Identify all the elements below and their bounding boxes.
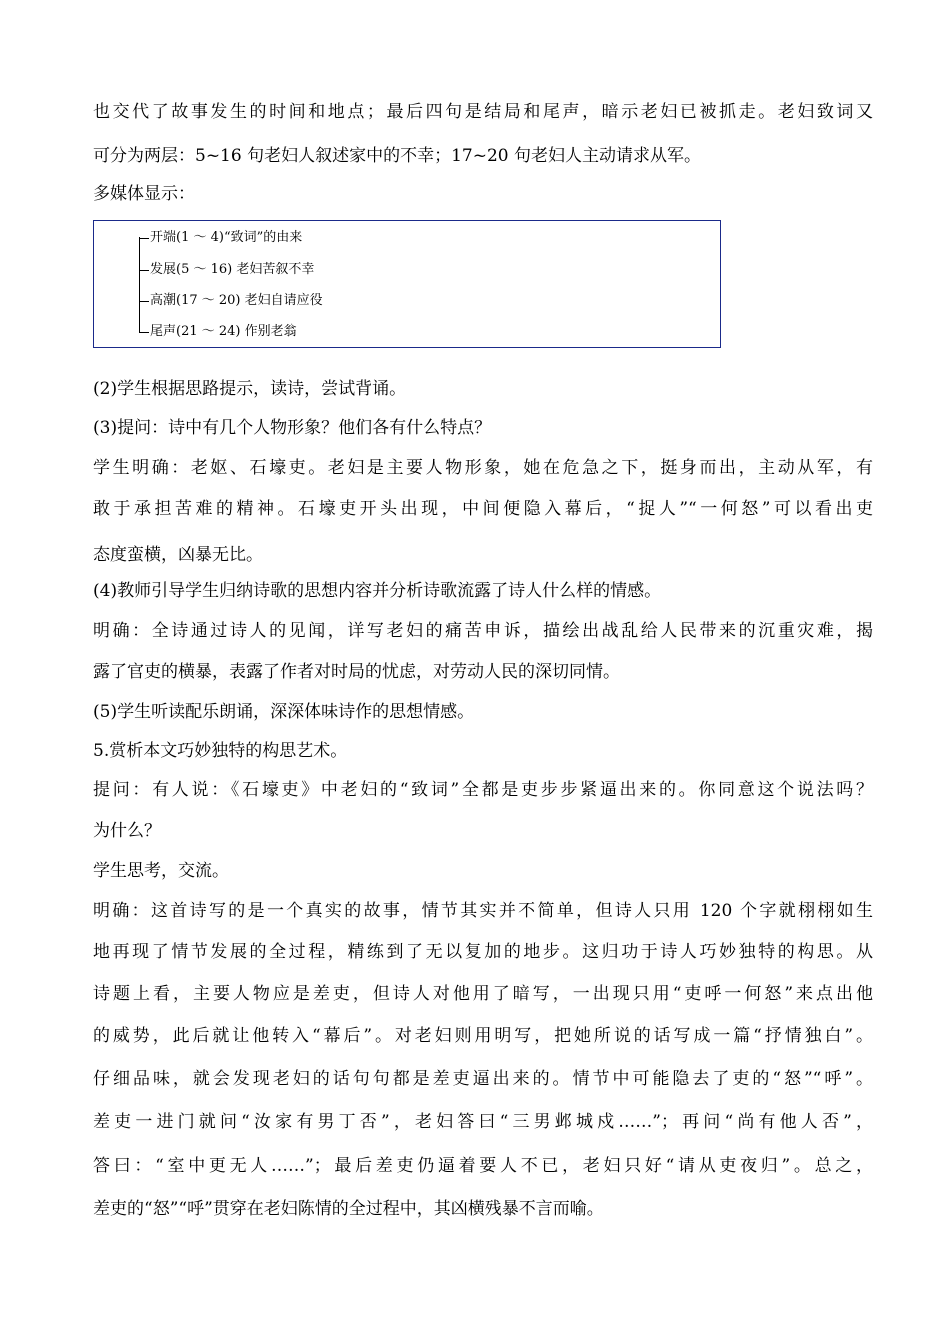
section-heading: 5.赏析本文巧妙独特的构思艺术。 (93, 741, 348, 761)
diagram-node-climax: 高潮(17 ～ 20) 老妇自请应役 (150, 293, 323, 308)
tree-trunk (139, 237, 140, 333)
paragraph-line: (3)提问：诗中有几个人物形象？他们各有什么特点？ (93, 418, 492, 438)
paragraph-line: 也交代了故事发生的时间和地点；最后四句是结局和尾声，暗示老妇已被抓走。老妇致词又 (93, 102, 873, 122)
diagram-node-ending: 尾声(21 ～ 24) 作别老翁 (150, 324, 297, 339)
paragraph-line: 差吏的“怒”“呼”贯穿在老妇陈情的全过程中，其凶横残暴不言而喻。 (93, 1199, 604, 1219)
paragraph-line: 提问：有人说：《石壕吏》中老妇的“致词”全都是吏步步紧逼出来的。你同意这个说法吗？ (93, 780, 873, 800)
multimedia-label: 多媒体显示： (93, 184, 195, 204)
paragraph-line: 露了官吏的横暴，表露了作者对时局的忧虑，对劳动人民的深切同情。 (93, 662, 620, 682)
diagram-dashed-edge (720, 221, 721, 347)
paragraph-line: 态度蛮横，凶暴无比。 (93, 545, 263, 565)
paragraph-line: 差吏一进门就问“汝家有男丁否”，老妇答曰“三男邺城戍……”；再问“尚有他人否”， (93, 1112, 873, 1132)
structure-diagram (93, 220, 721, 348)
paragraph-line: 为什么？ (93, 821, 161, 841)
paragraph-line: 明确：全诗通过诗人的见闻，详写老妇的痛苦申诉，描绘出战乱给人民带来的沉重灾难，揭 (93, 621, 873, 641)
tree-branch (139, 301, 149, 302)
paragraph-line: 明确：这首诗写的是一个真实的故事，情节其实并不简单，但诗人只用 120 个字就栩栩如生 (93, 901, 873, 921)
paragraph-line: 仔细品味，就会发现老妇的话句句都是差吏逼出来的。情节中可能隐去了吏的“怒”“呼”。 (93, 1069, 873, 1089)
paragraph-line: 的威势，此后就让他转入“幕后”。对老妇则用明写，把她所说的话写成一篇“抒情独白”。 (93, 1026, 873, 1046)
tree-branch (139, 332, 149, 333)
diagram-node-opening: 开端(1 ～ 4)“致词”的由来 (150, 230, 303, 245)
paragraph-line: (2)学生根据思路提示，读诗，尝试背诵。 (93, 379, 407, 399)
paragraph-line: 答曰：“室中更无人……”；最后差吏仍逼着要人不已，老妇只好“请从吏夜归”。总之， (93, 1156, 873, 1176)
tree-branch (139, 270, 149, 271)
diagram-node-development: 发展(5 ～ 16) 老妇苦叙不幸 (150, 262, 315, 277)
paragraph-line: 诗题上看，主要人物应是差吏，但诗人对他用了暗写，一出现只用“吏呼一何怒”来点出他 (93, 984, 873, 1004)
paragraph-line: 学生明确：老妪、石壕吏。老妇是主要人物形象，她在危急之下，挺身而出，主动从军，有 (93, 458, 873, 478)
paragraph-line: 可分为两层：5~16 句老妇人叙述家中的不幸；17~20 句老妇人主动请求从军。 (93, 146, 702, 166)
paragraph-line: (4)教师引导学生归纳诗歌的思想内容并分析诗歌流露了诗人什么样的情感。 (93, 581, 662, 601)
paragraph-line: (5)学生听读配乐朗诵，深深体味诗作的思想情感。 (93, 702, 475, 722)
paragraph-line: 学生思考，交流。 (93, 861, 229, 881)
tree-branch (139, 238, 149, 239)
paragraph-line: 敢于承担苦难的精神。石壕吏开头出现，中间便隐入幕后，“捉人”“一何怒”可以看出吏 (93, 499, 873, 519)
paragraph-line: 地再现了情节发展的全过程，精练到了无以复加的地步。这归功于诗人巧妙独特的构思。从 (93, 942, 873, 962)
